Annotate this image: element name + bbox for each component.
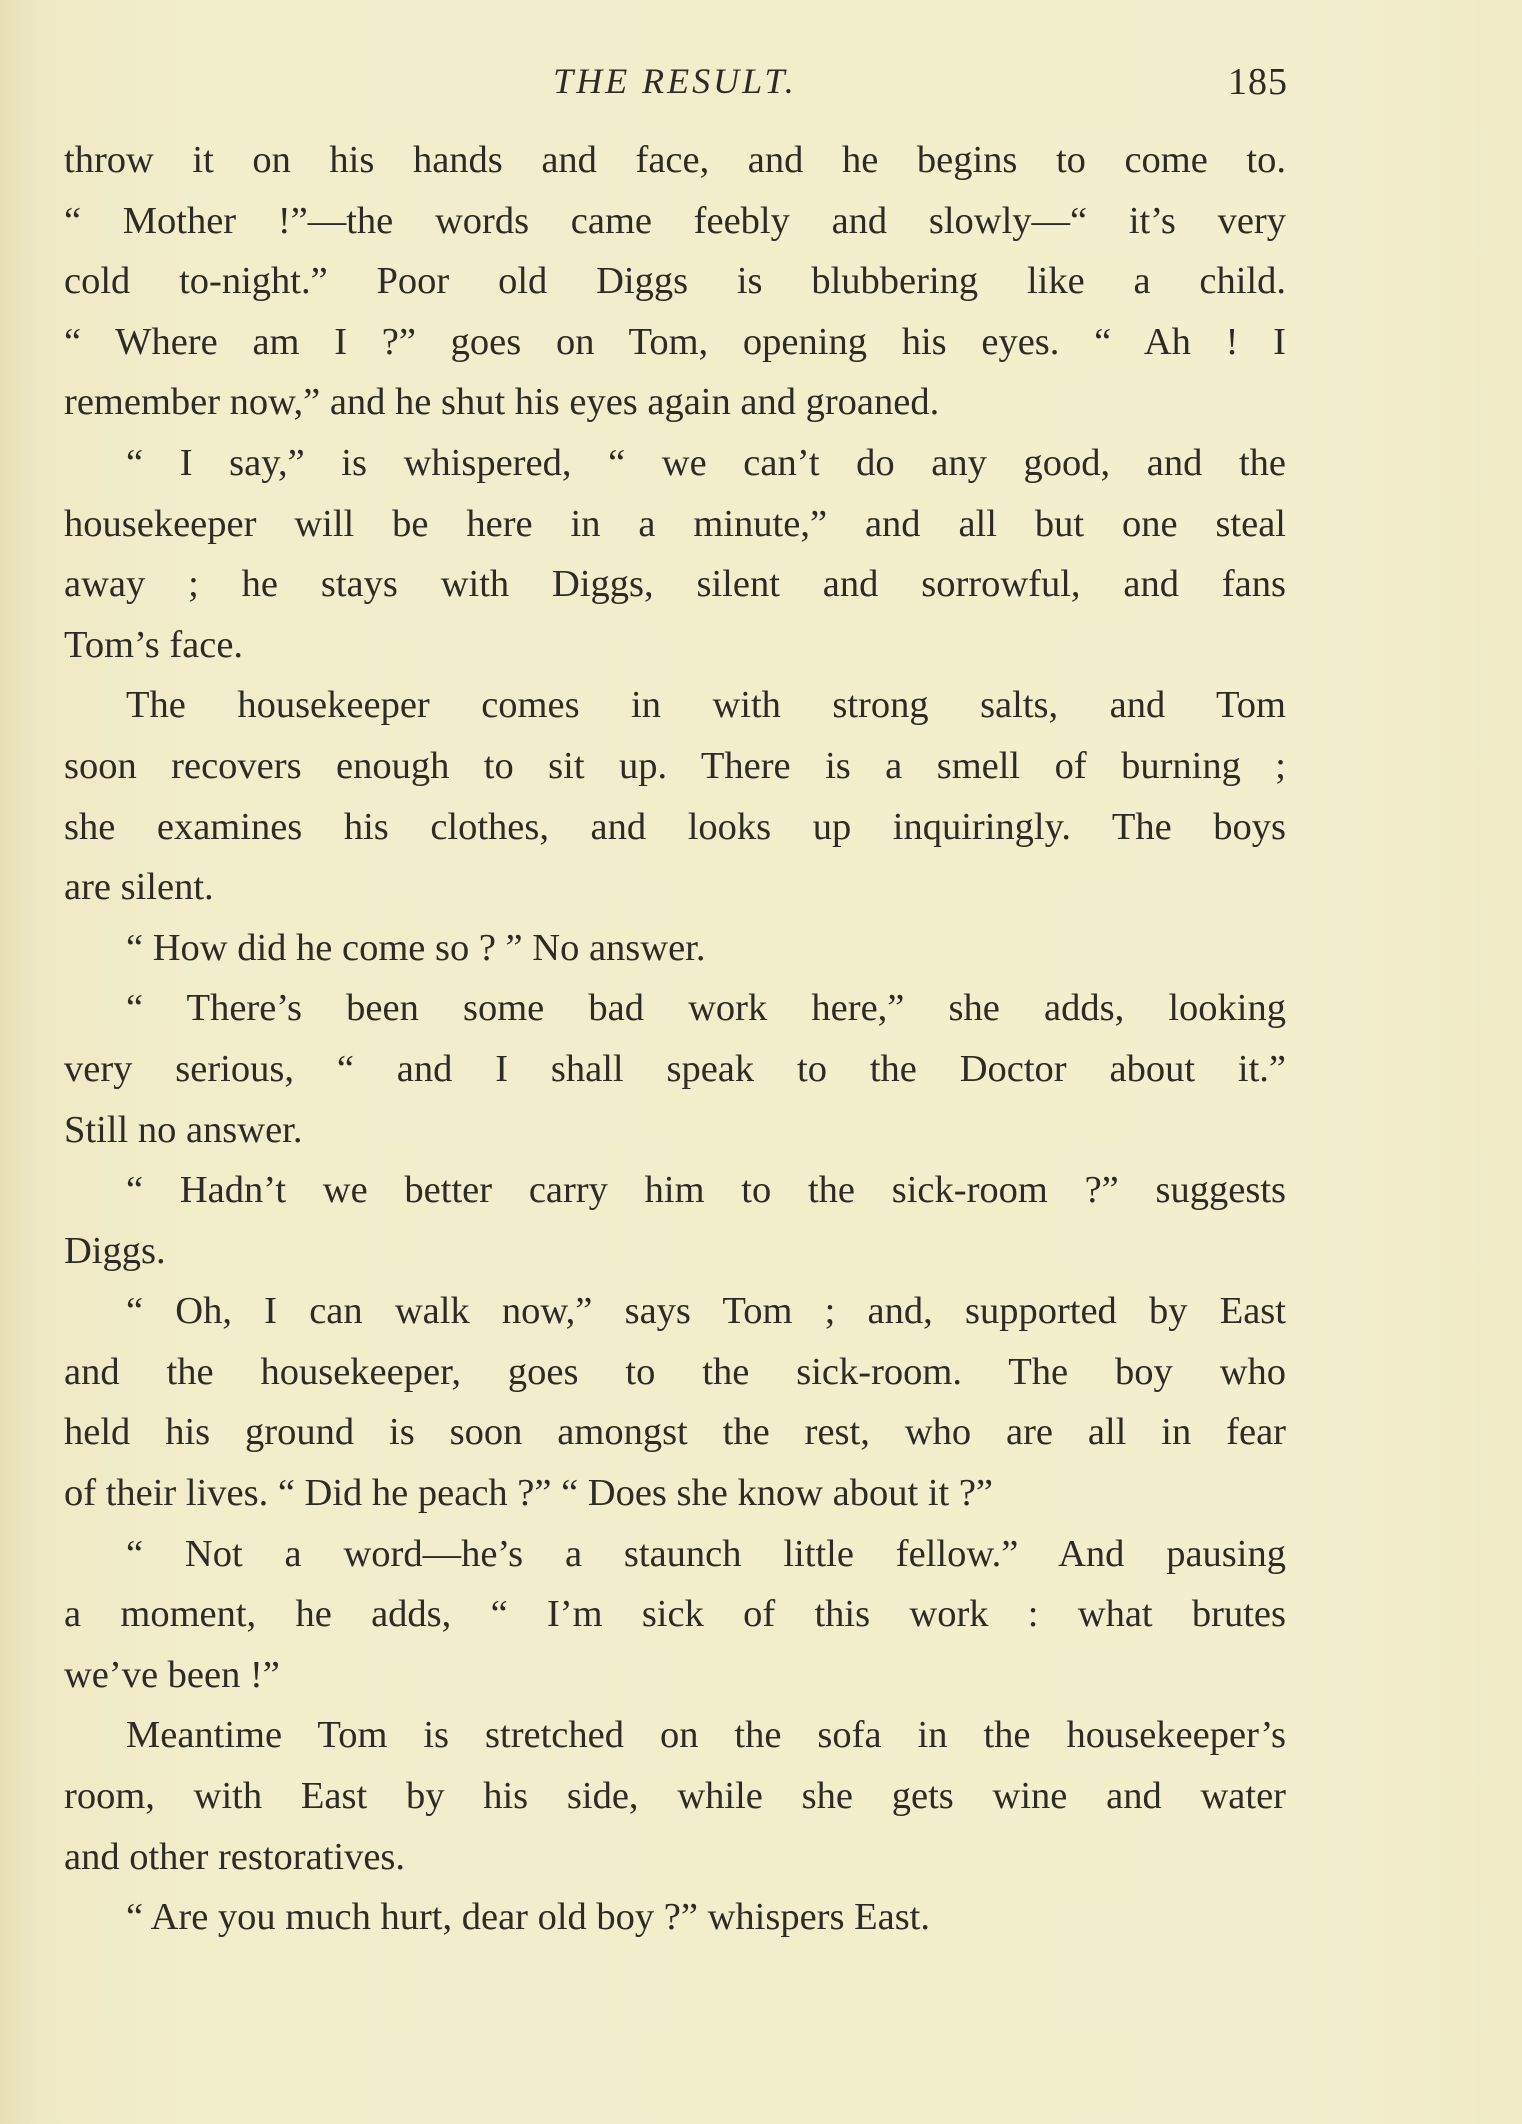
text-line: Meantime Tom is stretched on the sofa in the housekeeper’s (126, 1714, 1286, 1757)
text-line: room, with East by his side, while she gets wine and water (64, 1775, 1286, 1818)
text-line: “ Not a word—he’s a staunch little fellow.” And pausing (126, 1532, 1286, 1575)
body-text (64, 130, 1286, 1948)
text-line: soon recovers enough to sit up. There is a smell of burning ; (64, 744, 1286, 787)
text-line: cold to-night.” Poor old Diggs is blubbering like a child. (64, 260, 1286, 303)
text-line: “ I say,” is whispered, “ we can’t do any good, and the (126, 441, 1286, 484)
text-line: very serious, “ and I shall speak to the Doctor about it.” (64, 1047, 1286, 1090)
text-line: “ Mother !”—the words came feebly and slowly—“ it’s very (64, 199, 1286, 242)
text-line: a moment, he adds, “ I’m sick of this work : what brutes (64, 1593, 1286, 1636)
paragraph (64, 918, 1286, 979)
paragraph (64, 130, 1286, 433)
text-line: remember now,” and he shut his eyes again and groaned. (64, 381, 940, 424)
page-number: 185 (1228, 61, 1288, 103)
text-line: “ How did he come so ? ” No answer. (126, 926, 706, 969)
text-line: Diggs. (64, 1229, 166, 1272)
text-line: throw it on his hands and face, and he begins to come to. (64, 139, 1286, 181)
text-line: of their lives. “ Did he peach ?” “ Does she know about it ?” (64, 1472, 994, 1515)
text-line: and the housekeeper, goes to the sick-room. The boy who (64, 1350, 1286, 1393)
paragraph (64, 1705, 1286, 1887)
paragraph (64, 978, 1286, 1160)
paragraph (64, 1524, 1286, 1706)
text-line: housekeeper will be here in a minute,” and all but one steal (64, 502, 1286, 545)
paragraph (64, 1281, 1286, 1523)
text-line: and other restoratives. (64, 1835, 406, 1878)
text-line: “ Oh, I can walk now,” says Tom ; and, supported by East (126, 1290, 1286, 1333)
text-line: The housekeeper comes in with strong salts, and Tom (126, 684, 1286, 727)
text-line: away ; he stays with Diggs, silent and sorrowful, and fans (64, 563, 1286, 606)
text-line: “ Where am I ?” goes on Tom, opening his eyes. “ Ah ! I (64, 320, 1286, 363)
text-line: we’ve been !” (64, 1653, 280, 1696)
running-title: THE RESULT. (553, 61, 797, 101)
text-line: “ Hadn’t we better carry him to the sick-room ?” suggests (126, 1169, 1286, 1212)
running-head (64, 60, 1286, 110)
text-line: are silent. (64, 866, 214, 909)
paragraph (64, 433, 1286, 675)
text-line: held his ground is soon amongst the rest, who are all in fear (64, 1411, 1286, 1454)
paragraph (64, 675, 1286, 917)
text-line: Tom’s face. (64, 623, 244, 666)
paragraph (64, 1887, 1286, 1948)
text-line: Still no answer. (64, 1108, 303, 1151)
paragraph (64, 1160, 1286, 1281)
text-line: she examines his clothes, and looks up inquiringly. The boys (64, 805, 1286, 848)
text-line: “ Are you much hurt, dear old boy ?” whispers East. (126, 1896, 931, 1939)
text-line: “ There’s been some bad work here,” she adds, looking (126, 987, 1286, 1030)
